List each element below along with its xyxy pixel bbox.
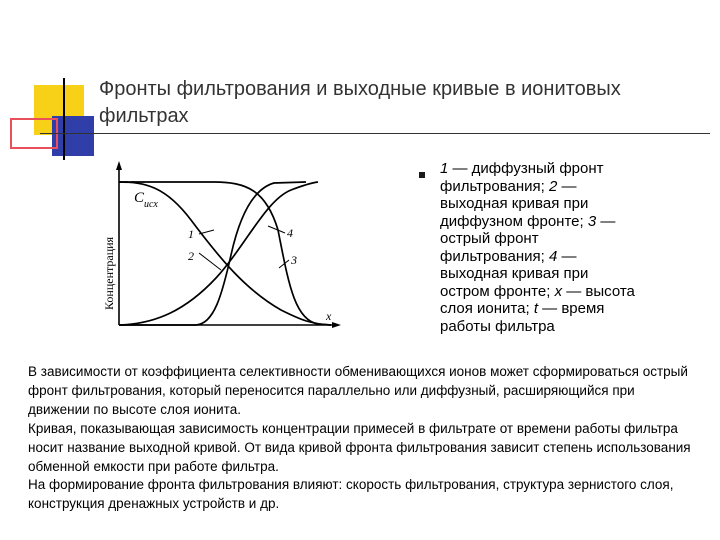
label-2-leader — [199, 253, 221, 270]
curve-label-3: 3 — [291, 253, 297, 267]
y-axis-arrow — [116, 161, 122, 170]
curve-label-4: 4 — [287, 226, 293, 240]
legend-x-text: — высота слоя ионита; — [440, 282, 635, 317]
curve-label-2: 2 — [188, 249, 194, 263]
decor-vertical-line — [63, 78, 65, 160]
legend-4-text: — выходная кривая при остром фронте; — [440, 247, 589, 300]
legend-1-num: 1 — [440, 160, 449, 177]
y-axis-label: Концентрация — [102, 236, 116, 310]
body-paragraph: В зависимости от коэффициента селективности обменивающихся ионов может сформироваться острый фронт фильтрования, который переносится параллельно или диффузный, расширяющийся при движении по высоте слоя ионита. — [28, 364, 688, 417]
legend-t-text: — время работы фильтра — [440, 300, 605, 335]
x-axis-label: x — [326, 309, 332, 323]
legend-x-num: x — [554, 282, 563, 300]
label-1-leader — [199, 230, 214, 234]
c-ish-label: $C_{исх}$ — [134, 190, 158, 210]
legend-4-num: 4 — [548, 247, 558, 265]
body-text — [28, 363, 698, 514]
legend-1-text: — диффузный фронт фильтрования; — [440, 160, 604, 195]
legend-2-num: 2 — [548, 177, 558, 195]
curve-label-1: 1 — [188, 227, 194, 241]
legend-text — [440, 160, 640, 335]
bullet-icon — [419, 172, 425, 178]
page-title: Фронты фильтрования и выходные кривые в ионитовых фильтрах — [99, 78, 621, 127]
legend-3-text: — острый фронт фильтрования; — [440, 212, 616, 265]
body-paragraph: Кривая, показывающая зависимость концентрации примесей в фильтрате от времени работы фильтра носит название выходной кривой. От вида кривой фронта фильтрования зависит степень использования обменной емкости при работе фильтра. — [28, 420, 691, 474]
legend-t-num: t — [533, 300, 538, 317]
decor-blue-square — [52, 116, 94, 156]
x-axis-arrow — [332, 322, 341, 328]
legend-3-num: 3 — [587, 212, 597, 230]
legend-2-text: — выходная кривая при диффузном фронте; — [440, 177, 589, 230]
title-divider-line — [40, 133, 710, 134]
body-paragraph: На формирование фронта фильтрования влияют: скорость фильтрования, структура зернистого слоя, конструкция дренажных устройств и др. — [28, 477, 674, 512]
filtration-fronts-diagram — [96, 160, 346, 335]
